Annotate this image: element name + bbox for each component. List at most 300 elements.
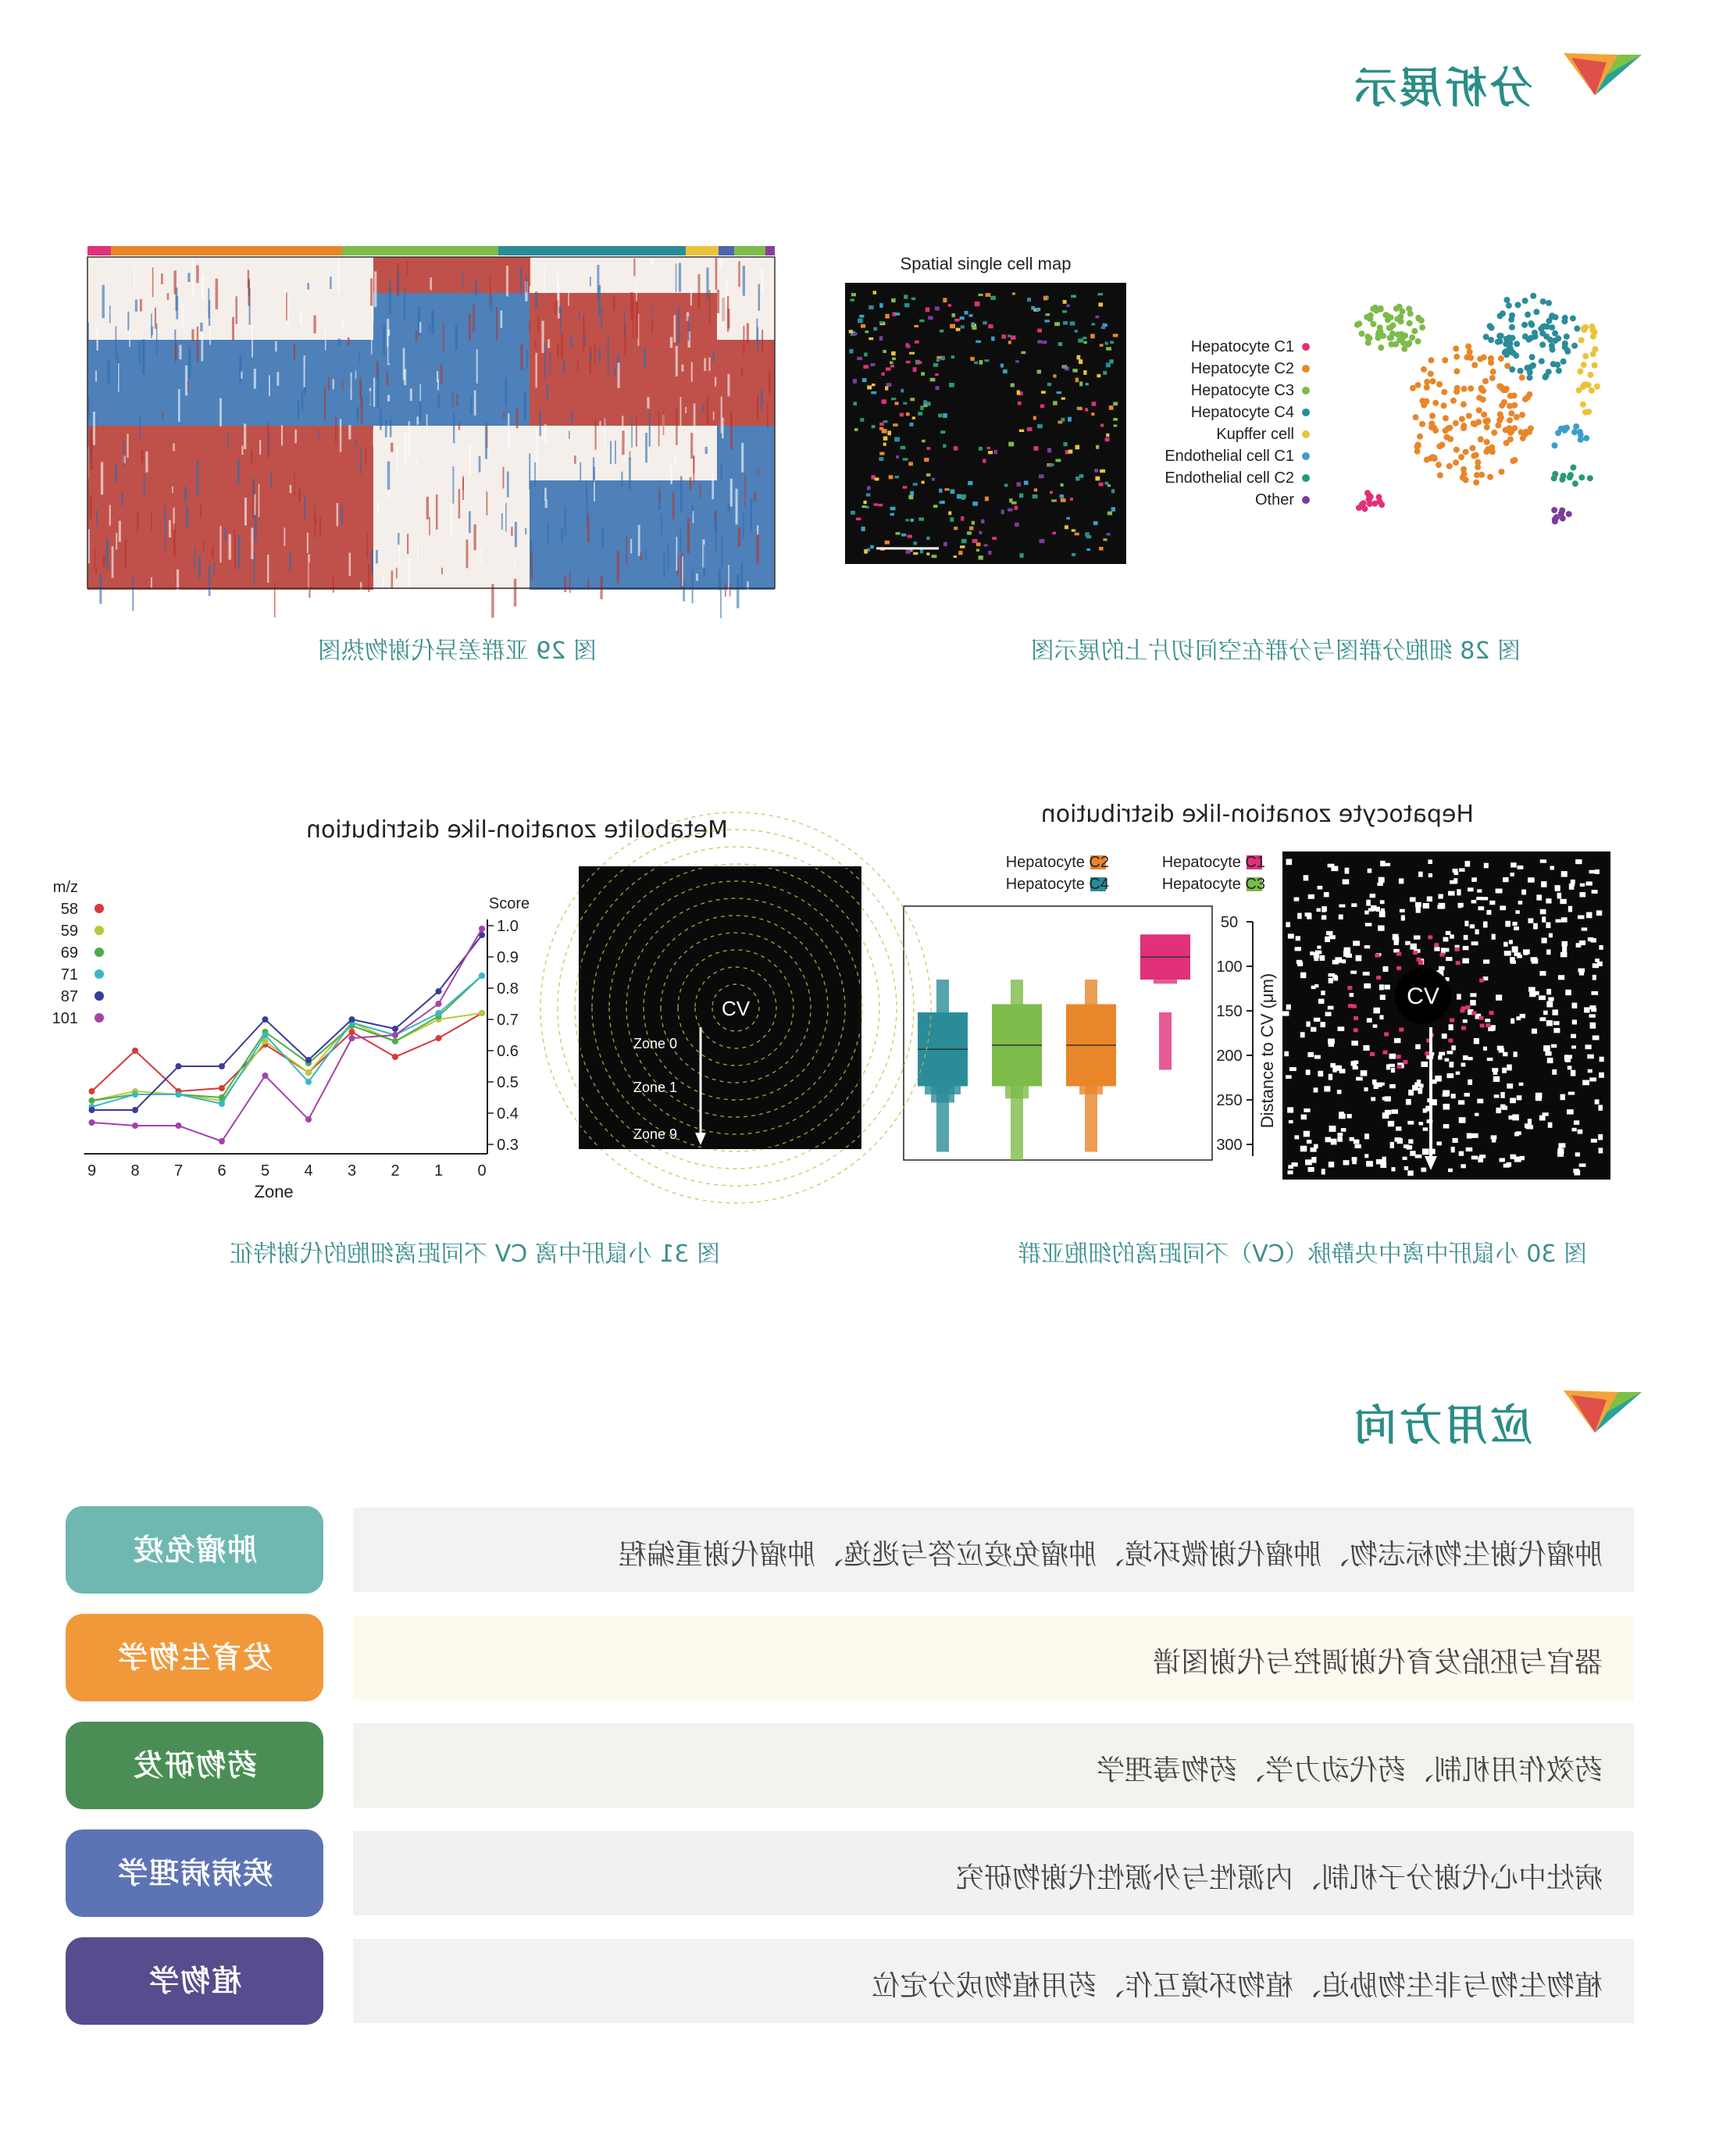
cell-mark (1539, 995, 1546, 1000)
spatial-cell (891, 398, 896, 400)
cell-mark (1375, 907, 1380, 912)
cell-mark (1307, 1140, 1312, 1144)
c1-cell-mark (1434, 943, 1439, 947)
data-point-71 (436, 1010, 442, 1016)
data-point-58 (392, 1054, 398, 1060)
heatmap-stripe (535, 353, 537, 388)
heatmap-stripe (725, 584, 726, 597)
umap-point (1568, 472, 1574, 478)
umap-point (1514, 302, 1521, 308)
heatmap-stripe (544, 424, 547, 442)
cell-mark (1380, 1163, 1386, 1169)
cell-mark (1578, 1130, 1583, 1134)
umap-point (1474, 472, 1480, 478)
umap-point (1407, 320, 1413, 327)
brand-logo-icon-2 (1556, 1384, 1650, 1439)
y-tick-label: 300 (1216, 1137, 1243, 1154)
cell-mark (1572, 1003, 1578, 1008)
legend-swatch (95, 926, 104, 935)
spatial-cell (1019, 494, 1023, 498)
cell-mark (1282, 1011, 1289, 1016)
umap-point (1551, 442, 1557, 448)
umap-point (1366, 497, 1372, 503)
cell-mark (1418, 1122, 1423, 1125)
cell-mark (1543, 1011, 1548, 1016)
cv-label: CV (721, 997, 751, 1020)
heatmap-stripe (754, 491, 756, 502)
heatmap-stripe (294, 430, 296, 444)
spatial-cell (940, 430, 945, 434)
heatmap-stripe (377, 502, 379, 512)
heatmap-stripe (630, 539, 632, 554)
umap-point (1552, 516, 1558, 523)
spatial-cell (939, 488, 942, 492)
heatmap-stripe (740, 368, 743, 376)
c1-cell-mark (1456, 961, 1461, 965)
cell-mark (1377, 883, 1382, 886)
heatmap-stripe (437, 380, 439, 391)
spatial-cell (1057, 391, 1062, 394)
heatmap-stripe (177, 569, 179, 598)
cell-mark (1510, 957, 1515, 962)
cell-mark (1383, 966, 1389, 972)
heatmap-stripe (626, 535, 627, 565)
heatmap-stripe (608, 337, 609, 374)
spatial-cell (926, 307, 930, 312)
heatmap-stripe (300, 312, 302, 325)
spatial-cell (1091, 412, 1094, 416)
cell-mark (1568, 1092, 1575, 1095)
umap-point (1574, 326, 1580, 332)
cell-mark (1555, 885, 1560, 891)
heatmap-stripe (571, 410, 573, 423)
spatial-cell (935, 306, 940, 310)
heatmap-stripe (101, 462, 103, 494)
spatial-cell (1021, 352, 1025, 354)
umap-point (1581, 362, 1587, 368)
spatial-cell (849, 349, 853, 354)
umap-point (1393, 305, 1400, 312)
umap-point (1483, 334, 1489, 340)
heatmap-stripe (514, 561, 515, 569)
heatmap-stripe (388, 336, 391, 363)
heatmap-stripe (569, 430, 570, 439)
x-tick-label: 0 (477, 1162, 487, 1180)
cell-mark (1514, 1157, 1521, 1162)
spatial-cell (912, 416, 915, 419)
heatmap-stripe (679, 263, 681, 292)
umap-point (1583, 435, 1589, 441)
spatial-cell (901, 534, 906, 537)
spatial-cell (868, 337, 873, 340)
cell-mark (1304, 875, 1309, 880)
umap-point (1419, 324, 1425, 330)
spatial-cell (919, 319, 924, 322)
heatmap-stripe (152, 327, 153, 335)
heatmap-stripe (547, 339, 550, 348)
cell-mark (1310, 951, 1314, 955)
cell-mark (1339, 1114, 1346, 1119)
heatmap-stripe (254, 510, 256, 542)
cell-mark (1485, 1019, 1490, 1022)
c1-cell-mark (1479, 1016, 1484, 1020)
c1-cell-mark (1461, 1026, 1466, 1030)
spatial-cell (928, 316, 933, 320)
spatial-cell (1085, 408, 1088, 411)
spatial-cell (956, 328, 961, 331)
cell-mark (1549, 933, 1553, 938)
heatmap-stripe (490, 294, 492, 312)
cell-mark (1517, 955, 1522, 958)
heatmap-stripe (590, 354, 592, 362)
umap-point (1499, 402, 1505, 409)
x-tick-label: 6 (217, 1162, 226, 1180)
spatial-cell (984, 359, 989, 362)
spatial-cell (1111, 507, 1115, 512)
cell-mark (1464, 935, 1468, 940)
data-point-71 (176, 1091, 182, 1098)
cell-mark (1541, 881, 1546, 887)
cell-mark (1459, 1117, 1466, 1123)
fig29-heatmap (87, 246, 775, 590)
heatmap-stripe (694, 404, 696, 434)
spatial-cell (1072, 553, 1075, 556)
spatial-cell (988, 451, 993, 454)
fig30-caption: 图 30 小鼠肝中离中央静脉（CV）不同距离的细胞亚群 (1018, 1240, 1587, 1268)
umap-point (1498, 469, 1504, 475)
heatmap-stripe (360, 582, 362, 609)
umap-point (1533, 309, 1539, 315)
umap-point (1498, 333, 1504, 339)
umap-point (1364, 314, 1370, 320)
cell-mark (1320, 955, 1325, 961)
cell-mark (1428, 873, 1432, 877)
cell-mark (1467, 1133, 1472, 1138)
spatial-cell (1093, 521, 1098, 525)
cluster-annotation-bar (734, 246, 765, 255)
cell-mark (1331, 1139, 1337, 1145)
umap-point (1582, 353, 1589, 359)
umap-point (1519, 374, 1525, 380)
spatial-cell (987, 447, 990, 449)
spatial-cell (1052, 532, 1056, 534)
heatmap-stripe (88, 396, 90, 418)
heatmap-stripe (719, 259, 722, 268)
cell-mark (1363, 972, 1370, 976)
spatial-cell (867, 385, 872, 389)
spatial-cell (943, 413, 947, 418)
cell-mark (1565, 990, 1571, 995)
heatmap-stripe (525, 528, 526, 534)
heatmap-stripe (550, 352, 551, 377)
spatial-cell (951, 489, 955, 494)
umap-point (1522, 298, 1528, 304)
cluster-annotation-bar (498, 246, 686, 255)
heatmap-stripe (116, 533, 117, 549)
spatial-cell (988, 324, 993, 328)
spatial-cell (923, 400, 927, 404)
heatmap-stripe (325, 328, 326, 351)
cell-mark (1465, 861, 1471, 866)
heatmap-stripe (610, 441, 612, 464)
spatial-cell (1061, 484, 1064, 487)
umap-point (1522, 334, 1528, 340)
heatmap-stripe (324, 387, 326, 419)
heatmap-stripe (503, 411, 505, 418)
spatial-cell (1019, 430, 1024, 432)
application-description: 植物生物与非生物胁迫、植物环境互作、药用植物成分定位 (871, 1970, 1603, 2002)
heatmap-stripe (377, 371, 380, 409)
cell-mark (1306, 1069, 1311, 1075)
spatial-cell (1063, 442, 1067, 446)
heatmap-stripe (132, 575, 134, 612)
legend-label: 59 (60, 923, 78, 940)
c1-cell-mark (1396, 952, 1401, 956)
umap-point (1446, 425, 1453, 431)
heatmap-stripe (106, 538, 109, 569)
legend-label: Hepatocyte C1 (1190, 338, 1294, 355)
spatial-cell (1066, 517, 1069, 519)
cell-mark (1520, 1014, 1525, 1018)
heatmap-stripe (740, 563, 743, 590)
spatial-cell (1113, 418, 1118, 421)
spatial-cell (879, 427, 884, 430)
x-tick-label: 8 (130, 1162, 140, 1180)
boxen-box (1011, 980, 1023, 1160)
cell-mark (1296, 936, 1300, 941)
cell-mark (1353, 1061, 1358, 1065)
heatmap-stripe (534, 462, 536, 487)
cell-mark (1451, 1045, 1456, 1050)
spatial-cell (867, 486, 871, 490)
spatial-cell (918, 517, 924, 520)
cell-mark (1509, 940, 1513, 944)
cell-mark (1579, 941, 1585, 945)
umap-point (1442, 357, 1448, 363)
legend-swatch (1302, 452, 1310, 460)
heatmap-stripe (431, 310, 433, 334)
heatmap-stripe (529, 454, 530, 490)
series-line-101 (92, 929, 483, 1141)
heatmap-stripe (335, 417, 337, 442)
heatmap-stripe (506, 266, 508, 296)
cell-mark (1596, 910, 1602, 916)
c1-cell-mark (1428, 935, 1432, 939)
cell-mark (1451, 1094, 1456, 1098)
heatmap-stripe (203, 539, 205, 551)
cell-mark (1540, 909, 1546, 915)
cell-mark (1328, 1039, 1335, 1044)
heatmap-stripe (387, 395, 390, 402)
data-point-101 (349, 1035, 355, 1041)
cell-mark (1533, 923, 1538, 930)
spatial-cell (1061, 418, 1065, 422)
cell-mark (1414, 935, 1421, 939)
heatmap-block (87, 426, 373, 480)
spatial-cell (1004, 484, 1008, 487)
umap-point (1463, 449, 1469, 455)
umap-point (1354, 322, 1361, 328)
umap-point (1550, 347, 1556, 353)
heatmap-stripe (387, 372, 388, 387)
x-tick-label: 2 (391, 1162, 400, 1180)
cluster-annotation-bar (111, 246, 342, 255)
heatmap-stripe (232, 317, 234, 341)
spatial-cell (913, 541, 917, 544)
data-point-101 (89, 1119, 95, 1126)
heatmap-stripe (330, 277, 331, 289)
cell-mark (1410, 1151, 1415, 1155)
cell-mark (1510, 862, 1517, 867)
cell-mark (1558, 1143, 1565, 1148)
spatial-cell (972, 326, 976, 330)
cell-mark (1560, 899, 1566, 904)
umap-point (1570, 316, 1576, 322)
cell-mark (1588, 1069, 1593, 1073)
umap-point (1424, 457, 1430, 463)
spatial-cell (913, 483, 918, 486)
cell-mark (1407, 1145, 1413, 1149)
heatmap-stripe (416, 416, 419, 425)
umap-point (1453, 459, 1459, 466)
cell-mark (1314, 1055, 1321, 1059)
heatmap-stripe (709, 290, 711, 324)
heatmap-stripe (502, 467, 504, 489)
cell-mark (1470, 1000, 1475, 1005)
spatial-cell (894, 402, 898, 405)
cell-mark (1294, 1135, 1299, 1139)
cell-mark (1364, 911, 1368, 915)
spatial-cell (932, 555, 937, 558)
cell-mark (1528, 987, 1535, 991)
umap-point (1543, 334, 1550, 340)
application-row (353, 1831, 1634, 1915)
c1-cell-mark (1486, 1023, 1490, 1027)
heatmap-stripe (173, 270, 176, 294)
spatial-cell (972, 502, 978, 505)
fig28-caption: 图 28 细胞分群图与分群在空间切片上的展示图 (1030, 637, 1521, 665)
spatial-cell (954, 527, 958, 530)
umap-point (1514, 414, 1520, 420)
umap-point (1580, 384, 1586, 390)
umap-point (1529, 354, 1535, 360)
spatial-cell (1078, 407, 1082, 410)
heatmap-stripe (676, 409, 677, 445)
c1-cell-mark (1376, 976, 1381, 980)
heatmap-stripe (743, 266, 745, 295)
umap-point (1406, 340, 1412, 346)
cell-mark (1325, 1012, 1332, 1016)
spatial-cell (1033, 494, 1038, 498)
y-axis-label: Score (488, 895, 530, 912)
heatmap-stripe (466, 540, 469, 569)
cell-mark (1502, 1105, 1507, 1109)
heatmap-stripe (728, 504, 730, 512)
heatmap-stripe (137, 512, 139, 531)
heatmap-stripe (121, 492, 123, 506)
spatial-cell (1037, 369, 1041, 373)
cell-mark (1311, 1027, 1316, 1032)
umap-point (1364, 490, 1371, 496)
cell-mark (1568, 906, 1572, 912)
spatial-cell (1027, 298, 1031, 302)
heatmap-stripe (651, 319, 653, 333)
heatmap-stripe (712, 473, 714, 499)
cell-mark (1439, 966, 1445, 970)
cell-mark (1415, 1155, 1422, 1158)
c1-cell-mark (1375, 954, 1379, 958)
cell-mark (1353, 941, 1360, 945)
umap-point (1590, 351, 1596, 357)
heatmap-stripe (202, 275, 204, 301)
heatmap-stripe (617, 551, 619, 584)
umap-point (1503, 440, 1510, 446)
spatial-cell (1107, 484, 1111, 487)
cell-mark (1364, 945, 1370, 948)
umap-point (1543, 374, 1549, 380)
heatmap-stripe (676, 346, 678, 377)
spatial-cell (885, 314, 889, 319)
cell-mark (1329, 1126, 1336, 1132)
spatial-cell (1063, 321, 1068, 325)
heatmap-stripe (708, 358, 710, 371)
cell-mark (1542, 916, 1546, 922)
cluster-annotation-bar (342, 246, 498, 255)
spatial-cell (921, 372, 925, 375)
heatmap-stripe (127, 434, 128, 457)
heatmap-stripe (140, 415, 141, 440)
spatial-cell (1075, 477, 1079, 480)
fig31-graphic (52, 851, 861, 1201)
umap-point (1571, 429, 1578, 435)
data-point-101 (305, 1116, 312, 1123)
cell-mark (1408, 1139, 1413, 1144)
heatmap-stripe (426, 497, 429, 519)
application-description: 肿瘤代谢生物标志物、肿瘤代谢微环境、肿瘤免疫应答与逃逸、肿瘤代谢重编程 (618, 1539, 1603, 1571)
umap-point (1489, 375, 1496, 381)
cell-mark (1391, 1068, 1395, 1073)
spatial-cell (1090, 334, 1095, 338)
spatial-cell (1075, 533, 1079, 536)
heatmap-stripe (455, 324, 458, 349)
cell-mark (1364, 1133, 1369, 1139)
cell-mark (1391, 1109, 1398, 1114)
spatial-cell (1001, 509, 1004, 514)
c1-cell-mark (1479, 979, 1484, 983)
spatial-cell (913, 367, 917, 372)
umap-point (1542, 323, 1548, 330)
cell-mark (1561, 941, 1568, 947)
cell-mark (1564, 1055, 1568, 1061)
spatial-cell (886, 383, 892, 387)
spatial-cell (967, 531, 972, 534)
cell-mark (1521, 890, 1526, 895)
heatmap-stripe (456, 394, 458, 405)
umap-point (1365, 340, 1371, 346)
umap-point (1379, 502, 1385, 508)
cell-mark (1547, 1058, 1553, 1063)
cell-mark (1546, 898, 1551, 903)
umap-point (1428, 420, 1435, 427)
x-tick-label: 7 (173, 1162, 184, 1180)
heatmap-stripe (127, 312, 129, 330)
cell-mark (1428, 859, 1432, 864)
data-point-101 (479, 926, 485, 932)
umap-point (1465, 343, 1471, 349)
c1-cell-mark (1370, 1052, 1375, 1056)
heatmap-stripe (761, 390, 763, 410)
data-point-71 (479, 973, 485, 979)
